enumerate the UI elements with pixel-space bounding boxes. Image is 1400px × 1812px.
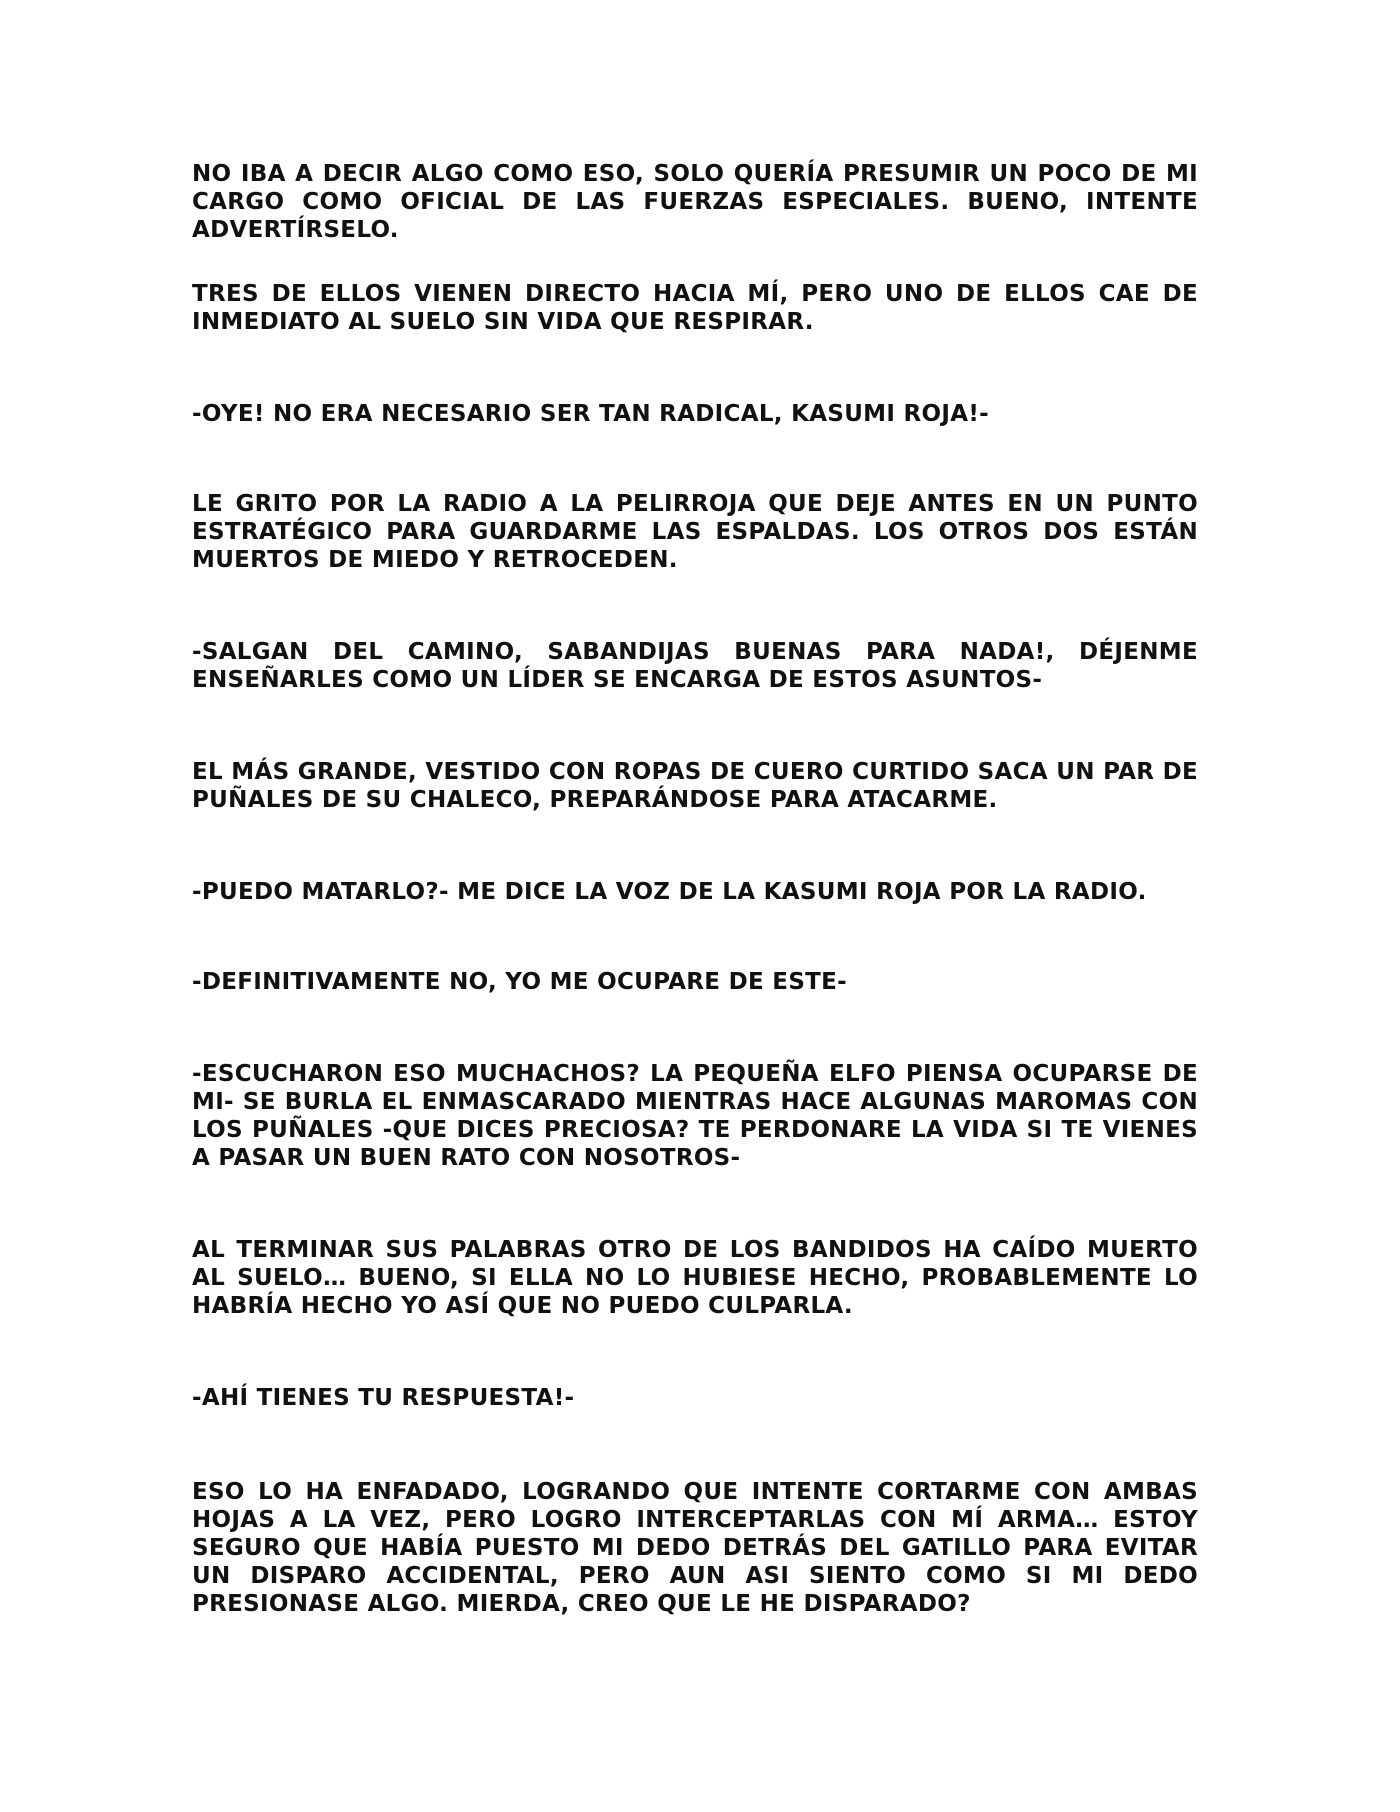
paragraph-2: TRES DE ELLOS VIENEN DIRECTO HACIA MÍ, PERO UNO DE ELLOS CAE DE INMEDIATO AL SUELO SIN VIDA QUE RESPIRAR. [192, 281, 1198, 335]
paragraph-6: EL MÁS GRANDE, VESTIDO CON ROPAS DE CUERO CURTIDO SACA UN PAR DE PUÑALES DE SU CHALECO, PREPARÁNDOSE PARA ATACARME. [192, 759, 1198, 813]
paragraph-9: -ESCUCHARON ESO MUCHACHOS? LA PEQUEÑA ELFO PIENSA OCUPARSE DE MI- SE BURLA EL ENMASCARADO MIENTRAS HACE ALGUNAS MAROMAS CON LOS PUÑALES -QUE DICES PRECIOSA? TE PERDONARE LA VIDA SI TE VIENES A PASAR UN BUEN RATO CON NOSOTROS- [192, 1061, 1198, 1171]
paragraph-5: -SALGAN DEL CAMINO, SABANDIJAS BUENAS PARA NADA!, DÉJENME ENSEÑARLES COMO UN LÍDER SE ENCARGA DE ESTOS ASUNTOS- [192, 639, 1198, 693]
paragraph-12: ESO LO HA ENFADADO, LOGRANDO QUE INTENTE CORTARME CON AMBAS HOJAS A LA VEZ, PERO LOGRO INTERCEPTARLAS CON MÍ ARMA… ESTOY SEGURO QUE HABÍA PUESTO MI DEDO DETRÁS DEL GATILLO PARA EVITAR UN DISPARO ACCIDENTAL, PERO AUN ASI SIENTO COMO SI MI DEDO PRESIONASE ALGO. MIERDA, CREO QUE LE HE DISPARADO? [192, 1479, 1198, 1617]
paragraph-3: -OYE! NO ERA NECESARIO SER TAN RADICAL, KASUMI ROJA!- [192, 401, 989, 427]
paragraph-4: LE GRITO POR LA RADIO A LA PELIRROJA QUE DEJE ANTES EN UN PUNTO ESTRATÉGICO PARA GUARDARME LAS ESPALDAS. LOS OTROS DOS ESTÁN MUERTOS DE MIEDO Y RETROCEDEN. [192, 491, 1198, 573]
paragraph-1: NO IBA A DECIR ALGO COMO ESO, SOLO QUERÍA PRESUMIR UN POCO DE MI CARGO COMO OFICIAL DE LAS FUERZAS ESPECIALES. BUENO, INTENTE ADVERTÍRSELO. [192, 161, 1198, 243]
paragraph-7: -PUEDO MATARLO?- ME DICE LA VOZ DE LA KASUMI ROJA POR LA RADIO. [192, 879, 1147, 905]
paragraph-11: -AHÍ TIENES TU RESPUESTA!- [192, 1385, 575, 1411]
paragraph-8: -DEFINITIVAMENTE NO, YO ME OCUPARE DE ESTE- [192, 969, 848, 995]
paragraph-10: AL TERMINAR SUS PALABRAS OTRO DE LOS BANDIDOS HA CAÍDO MUERTO AL SUELO… BUENO, SI ELLA NO LO HUBIESE HECHO, PROBABLEMENTE LO HABRÍA HECHO YO ASÍ QUE NO PUEDO CULPARLA. [192, 1237, 1198, 1319]
